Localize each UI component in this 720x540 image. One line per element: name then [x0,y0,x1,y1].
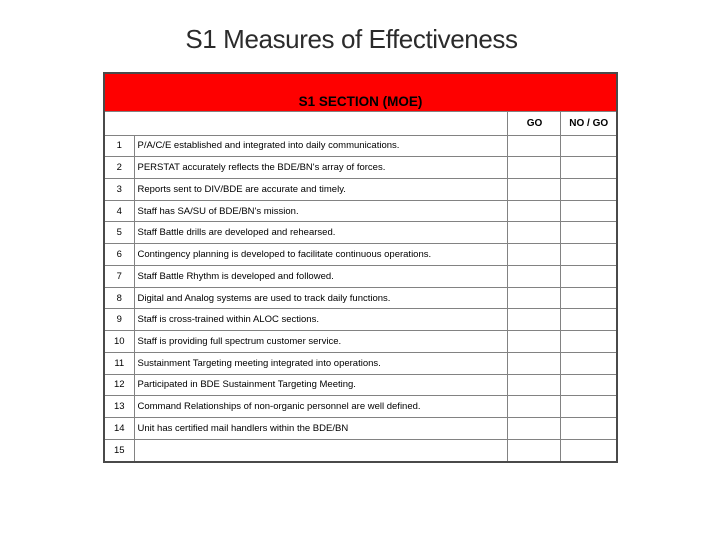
table-row [104,265,617,287]
row-description: Digital and Analog systems are used to track daily functions. [134,287,508,309]
go-cell [508,222,561,244]
row-number: 7 [104,265,134,287]
table-row [104,374,617,396]
no-go-cell [561,396,617,418]
row-number: 10 [104,331,134,353]
no-go-cell [561,287,617,309]
no-go-cell [561,178,617,200]
table-row [104,418,617,440]
no-go-cell [561,439,617,462]
row-number: 12 [104,374,134,396]
go-cell [508,418,561,440]
column-header-spacer [104,111,508,135]
go-cell [508,396,561,418]
table-row [104,200,617,222]
row-number: 6 [104,244,134,266]
column-header-row [104,111,617,135]
table-row [104,287,617,309]
row-description: Reports sent to DIV/BDE are accurate and timely. [134,178,508,200]
moe-table [103,72,618,463]
row-description: PERSTAT accurately reflects the BDE/BN's array of forces. [134,157,508,179]
row-description: Staff Battle Rhythm is developed and followed. [134,265,508,287]
table-row [104,222,617,244]
go-cell [508,157,561,179]
row-number: 2 [104,157,134,179]
no-go-cell [561,418,617,440]
row-number: 1 [104,135,134,157]
row-number: 15 [104,439,134,462]
no-go-cell [561,309,617,331]
no-go-cell [561,222,617,244]
table-banner: S1 SECTION (MOE) [104,73,617,111]
row-number: 4 [104,200,134,222]
go-cell [508,309,561,331]
row-description: Staff Battle drills are developed and rehearsed. [134,222,508,244]
table-row [104,157,617,179]
row-description: Participated in BDE Sustainment Targeting Meeting. [134,374,508,396]
no-go-cell [561,135,617,157]
row-number: 3 [104,178,134,200]
row-number: 5 [104,222,134,244]
go-cell [508,374,561,396]
go-cell [508,135,561,157]
no-go-cell [561,352,617,374]
no-go-cell [561,157,617,179]
table-row [104,309,617,331]
no-go-cell [561,265,617,287]
go-cell [508,244,561,266]
row-number: 11 [104,352,134,374]
table-row [104,135,617,157]
no-go-cell [561,244,617,266]
row-description: Contingency planning is developed to facilitate continuous operations. [134,244,508,266]
go-cell [508,331,561,353]
no-go-cell [561,331,617,353]
column-header-go: GO [508,111,561,135]
moe-table-body [104,73,617,462]
row-number: 8 [104,287,134,309]
table-row [104,244,617,266]
column-header-no-go: NO / GO [561,111,617,135]
table-row [104,331,617,353]
go-cell [508,352,561,374]
row-description: Command Relationships of non-organic personnel are well defined. [134,396,508,418]
go-cell [508,200,561,222]
table-row [104,178,617,200]
page-title: S1 Measures of Effectiveness [185,24,518,54]
table-banner-row [104,73,617,111]
row-description: Staff is providing full spectrum customer service. [134,331,508,353]
no-go-cell [561,374,617,396]
row-number: 14 [104,418,134,440]
go-cell [508,265,561,287]
row-description: Staff has SA/SU of BDE/BN's mission. [134,200,508,222]
no-go-cell [561,200,617,222]
row-description: P/A/C/E established and integrated into daily communications. [134,135,508,157]
go-cell [508,439,561,462]
row-description: Unit has certified mail handlers within the BDE/BN [134,418,508,440]
row-number: 13 [104,396,134,418]
table-row [104,396,617,418]
table-row [104,352,617,374]
row-description: Staff is cross-trained within ALOC sections. [134,309,508,331]
row-description [134,439,508,462]
go-cell [508,287,561,309]
table-row [104,439,617,462]
go-cell [508,178,561,200]
row-number: 9 [104,309,134,331]
row-description: Sustainment Targeting meeting integrated into operations. [134,352,508,374]
